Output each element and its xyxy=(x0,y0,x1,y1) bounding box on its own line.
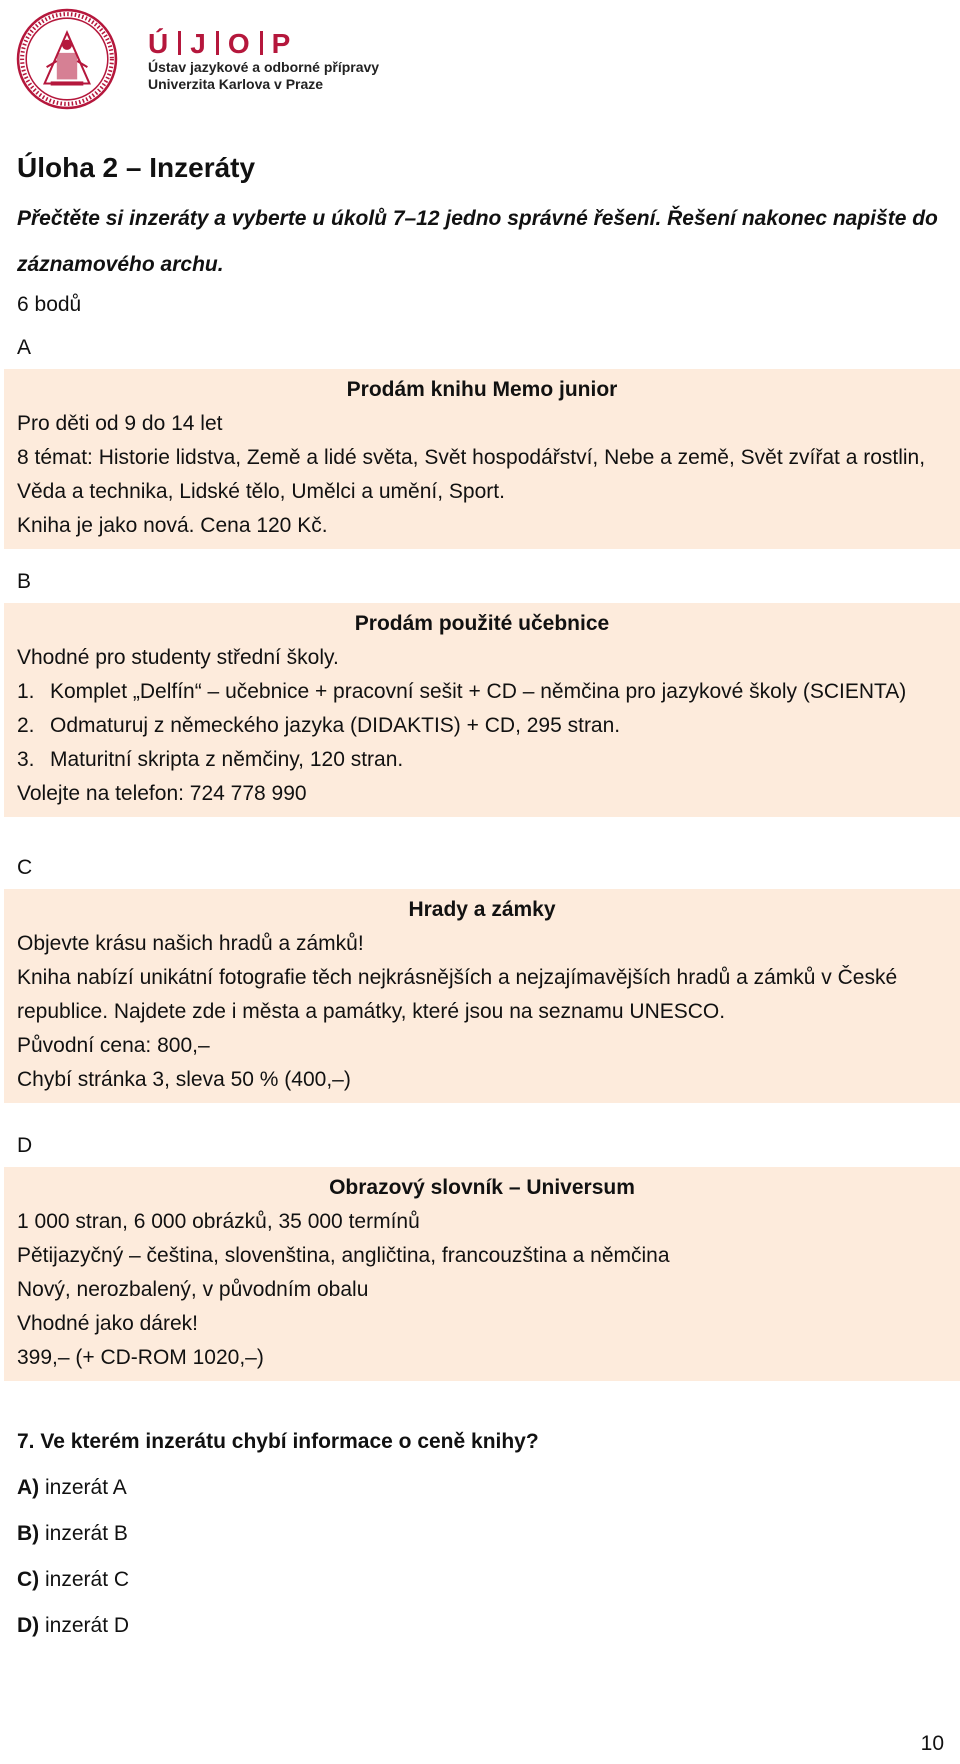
ad-c-line: Chybí stránka 3, sleva 50 % (400,–) xyxy=(17,1068,351,1091)
page-number: 10 xyxy=(920,1732,944,1755)
ad-d-line: Pětijazyčný – čeština, slovenština, angličtina, francouzština a němčina xyxy=(17,1244,670,1267)
university-seal-icon xyxy=(16,8,118,110)
ad-c-heading: Hrady a zámky xyxy=(408,898,556,921)
task-instruction: Přečtěte si inzeráty a vyberte u úkolů 7–12 jedno správné řešení. Řešení nakonec napište do záznamového archu. xyxy=(17,207,938,276)
header-logo xyxy=(16,8,379,110)
task-title: Úloha 2 – Inzeráty xyxy=(17,152,256,183)
ad-c-box xyxy=(4,889,960,1103)
ujop-wordmark: Ú J O P xyxy=(148,28,292,59)
ad-b-heading: Prodám použité učebnice xyxy=(354,612,610,635)
ad-d-letter: D xyxy=(17,1134,33,1157)
ad-d-heading: Obrazový slovník – Universum xyxy=(329,1176,635,1199)
ad-a-line: Kniha je jako nová. Cena 120 Kč. xyxy=(17,514,328,537)
list-item: 2. Odmaturuj z německého jazyka (DIDAKTIS) + CD, 295 stran. xyxy=(17,714,621,737)
main-content xyxy=(17,148,957,1649)
ad-a-line: 8 témat: Historie lidstva, Země a lidé světa, Svět hospodářství, Nebe a země, Svět zvířat a rostlin, Věda a technika, Lidské tělo, Umělci a umění, Sport. xyxy=(17,446,926,503)
ad-c-letter: C xyxy=(17,856,33,879)
answer-option-c[interactable]: C) inzerát C xyxy=(17,1568,130,1591)
ad-b-intro: Vhodné pro studenty střední školy. xyxy=(17,646,339,669)
ad-a-line: Pro děti od 9 do 14 let xyxy=(17,412,223,435)
ad-b-box xyxy=(4,603,960,817)
answer-option-a[interactable]: A) inzerát A xyxy=(17,1476,127,1499)
ad-a-letter: A xyxy=(17,336,32,359)
institute-name xyxy=(148,29,379,93)
ad-b-letter: B xyxy=(17,570,32,593)
ad-d-box xyxy=(4,1167,960,1381)
institute-line-2: Univerzita Karlova v Praze xyxy=(148,76,324,92)
ad-d-line: Vhodné jako dárek! xyxy=(17,1312,198,1335)
ad-b-contact: Volejte na telefon: 724 778 990 xyxy=(17,782,307,805)
ad-a-box xyxy=(4,369,960,549)
ad-d-line: 399,– (+ CD-ROM 1020,–) xyxy=(17,1346,264,1369)
question-title: 7. Ve kterém inzerátu chybí informace o ceně knihy? xyxy=(17,1430,539,1453)
task-points: 6 bodů xyxy=(17,293,82,316)
ad-a-heading: Prodám knihu Memo junior xyxy=(346,378,618,401)
ad-c-line: Kniha nabízí unikátní fotografie těch nejkrásnějších a nejzajímavějších hradů a zámků v České republice. Najdete zde i města a památky, které jsou na seznamu UNESCO. xyxy=(17,966,898,1023)
ad-d-line: 1 000 stran, 6 000 obrázků, 35 000 termínů xyxy=(17,1210,420,1233)
list-item: 1. Komplet „Delfín“ – učebnice + pracovní sešit + CD – němčina pro jazykové školy (SCIENTA) xyxy=(17,680,907,703)
ad-c-line: Objevte krásu našich hradů a zámků! xyxy=(17,932,364,955)
ad-d-line: Nový, nerozbalený, v původním obalu xyxy=(17,1278,369,1301)
ad-c-line: Původní cena: 800,– xyxy=(17,1034,210,1057)
answer-option-d[interactable]: D) inzerát D xyxy=(17,1614,130,1637)
institute-line-1: Ústav jazykové a odborné přípravy xyxy=(148,59,380,75)
answer-option-b[interactable]: B) inzerát B xyxy=(17,1522,128,1545)
list-item: 3. Maturitní skripta z němčiny, 120 stran. xyxy=(17,748,404,771)
